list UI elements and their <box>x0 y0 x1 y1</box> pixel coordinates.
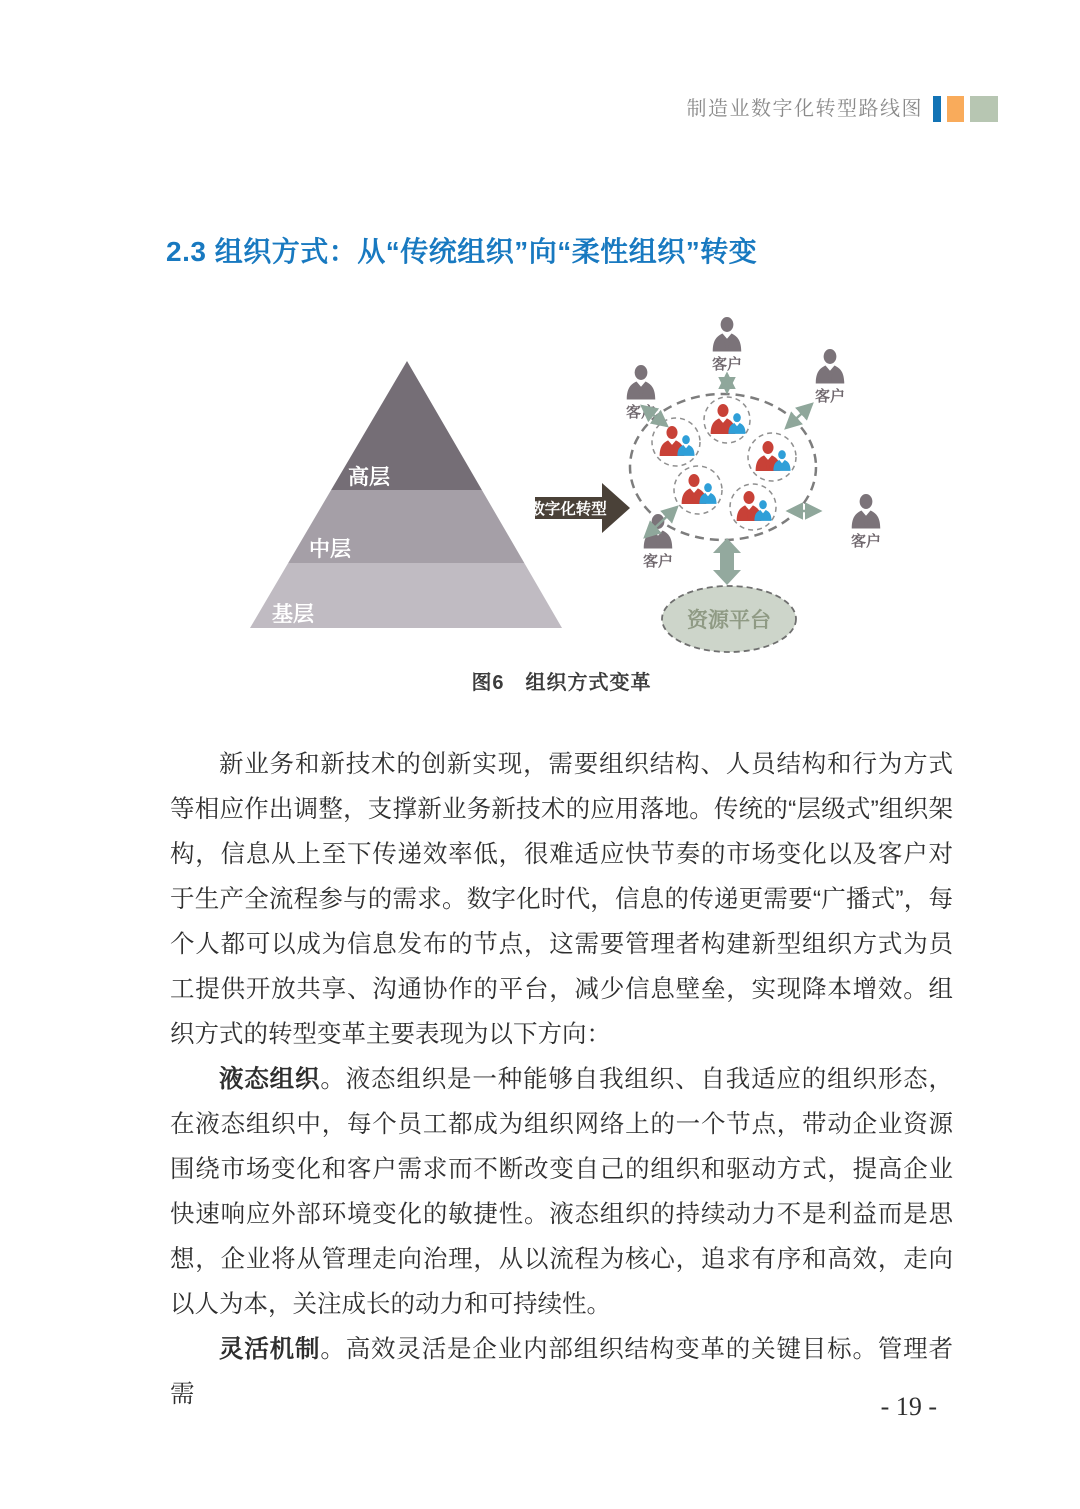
header-blue-square <box>933 96 941 122</box>
paragraph-lead: 灵活机制 <box>219 1336 321 1363</box>
paragraph-rest: 。液态组织是一种能够自我组织、自我适应的组织形态，在液态组织中，每个员工都成为组织网络上的一个节点，带动企业资源围绕市场变化和客户需求而不断改变自己的组织和驱动方式，提高企业快速响应外部环境变化的敏捷性。液态组织的持续动力不是利益而是思想，企业将从管理走向治理，从以流程为核心，追求有序和高效，走向以人为本，关注成长的动力和可持续性。 <box>170 1066 953 1318</box>
customer-top <box>712 317 742 373</box>
customer-icon <box>644 514 673 549</box>
header-green-square <box>970 96 998 122</box>
team-circle-left <box>652 418 700 466</box>
paragraph-rest: 。高效灵活是企业内部组织结构变革的关键目标。管理者需 <box>170 1336 953 1408</box>
customer-top-right <box>815 349 845 405</box>
team-circle-right <box>748 433 796 481</box>
paragraph-flexible-mechanism <box>170 1327 953 1417</box>
resource-platform <box>662 586 796 652</box>
transform-arrow <box>529 483 630 533</box>
customer-label: 客户 <box>711 356 743 373</box>
connector-arrow-top-right <box>786 404 812 428</box>
figure-organization-change <box>228 308 890 658</box>
section-heading: 2.3 组织方式：从“传统组织”向“柔性组织”转变 <box>166 235 758 267</box>
page-header <box>687 96 999 122</box>
body-text <box>170 742 953 1417</box>
resource-platform-arrow <box>713 538 741 585</box>
customer-icon <box>713 317 742 352</box>
header-orange-square <box>947 96 964 122</box>
header-title: 制造业数字化转型路线图 <box>686 98 923 120</box>
customer-label: 客户 <box>625 404 657 421</box>
customer-label: 客户 <box>642 553 674 570</box>
customer-label: 客户 <box>814 388 846 405</box>
team-circle-bottom-right <box>730 484 776 530</box>
pyramid-label-bottom: 基层 <box>272 603 314 626</box>
resource-platform-label: 资源平台 <box>687 609 771 632</box>
page-number: - 19 - <box>880 1392 937 1421</box>
team-circle-bottom-left <box>674 466 722 514</box>
pyramid-label-top: 高层 <box>348 466 390 489</box>
customer-bottom-left <box>643 514 673 570</box>
paragraph-intro: 新业务和新技术的创新实现，需要组织结构、人员结构和行为方式等相应作出调整，支撑新业务新技术的应用落地。传统的“层级式”组织架构，信息从上至下传递效率低，很难适应快节奏的市场变化以及客户对于生产全流程参与的需求。数字化时代，信息的传递更需要“广播式”，每个人都可以成为信息发布的节点，这需要管理者构建新型组织方式为员工提供开放共享、沟通协作的平台，减少信息壁垒，实现降本增效。组织方式的转型变革主要表现为以下方向： <box>170 751 953 1048</box>
figure-caption: 图6 组织方式变革 <box>471 672 652 694</box>
customer-icon <box>627 365 656 400</box>
paragraph-lead: 液态组织 <box>219 1066 321 1093</box>
customer-icon <box>852 494 881 529</box>
transform-arrow-label: 数字化转型 <box>529 501 607 518</box>
customer-label: 客户 <box>850 533 882 550</box>
org-network <box>626 317 881 652</box>
pyramid-label-middle: 中层 <box>309 538 351 561</box>
team-circle-top <box>704 397 750 443</box>
paragraph-liquid-org <box>170 1057 953 1327</box>
pyramid-traditional-org <box>250 361 562 628</box>
customer-bottom-right <box>851 494 881 550</box>
customer-icon <box>816 349 845 384</box>
